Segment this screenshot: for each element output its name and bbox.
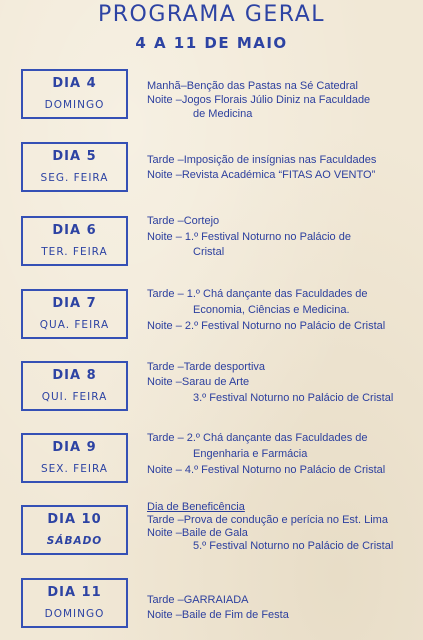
day-box-5	[21, 142, 128, 192]
schedule-line: Dia de Beneficência	[147, 501, 245, 513]
day-box-11	[21, 578, 128, 628]
schedule-line: Tarde –Prova de condução e perícia no Est. Lima	[147, 514, 388, 526]
day-number: DIA 7	[52, 296, 97, 311]
schedule-line: Engenharia e Farmácia	[193, 448, 308, 460]
weekday-label: SEX. FEIRA	[41, 463, 108, 475]
day-box-10	[21, 505, 128, 555]
schedule-line: Noite –Jogos Florais Júlio Diniz na Faculdade	[147, 94, 371, 106]
day-number: DIA 8	[52, 368, 97, 383]
schedule-line: 5.º Festival Noturno no Palácio de Cristal	[193, 540, 394, 552]
schedule-line: Tarde –GARRAIADA	[147, 594, 249, 606]
day-box-9	[21, 433, 128, 483]
day-number: DIA 11	[47, 585, 102, 600]
schedule-line: Noite – 1.º Festival Noturno no Palácio de	[147, 231, 351, 243]
day-number: DIA 5	[52, 149, 97, 164]
weekday-label: QUA. FEIRA	[39, 319, 110, 331]
schedule-line: Noite – 2.º Festival Noturno no Palácio de Cristal	[147, 320, 386, 332]
schedule-line: Tarde –Imposição de insígnias nas Faculdades	[147, 154, 377, 166]
weekday-label: DOMINGO	[44, 99, 105, 111]
weekday-label: TER. FEIRA	[41, 246, 108, 258]
day-number: DIA 4	[52, 76, 97, 91]
weekday-label: SEG. FEIRA	[40, 172, 109, 184]
schedule-line: Manhã–Benção das Pastas na Sé Catedral	[147, 80, 358, 92]
schedule-line: Tarde – 2.º Chá dançante das Faculdades de	[147, 432, 368, 444]
schedule-line: Noite –Baile de Gala	[147, 527, 248, 539]
schedule-line: Tarde –Cortejo	[147, 215, 220, 227]
day-box-6	[21, 216, 128, 266]
day-number: DIA 6	[52, 223, 97, 238]
page-subtitle: 4 A 11 DE MAIO	[135, 34, 288, 52]
schedule-line: 3.º Festival Noturno no Palácio de Cristal	[193, 392, 394, 404]
day-number: DIA 10	[47, 512, 102, 527]
day-box-7	[21, 289, 128, 339]
schedule-line: de Medicina	[193, 108, 253, 120]
page-title: PROGRAMA GERAL	[97, 2, 326, 27]
schedule-line: Tarde –Tarde desportiva	[147, 361, 266, 373]
weekday-label: DOMINGO	[44, 608, 105, 620]
day-number: DIA 9	[52, 440, 97, 455]
weekday-label: SÁBADO	[46, 535, 103, 547]
schedule-line: Noite – 4.º Festival Noturno no Palácio de Cristal	[147, 464, 386, 476]
day-box-8	[21, 361, 128, 411]
day-box-4	[21, 69, 128, 119]
schedule-line: Cristal	[193, 246, 225, 258]
weekday-label: QUI. FEIRA	[41, 391, 108, 403]
schedule-line: Noite –Baile de Fim de Festa	[147, 609, 289, 621]
schedule-line: Noite –Sarau de Arte	[147, 376, 250, 388]
schedule-line: Tarde – 1.º Chá dançante das Faculdades de	[147, 288, 368, 300]
schedule-line: Economia, Ciências e Medicina.	[193, 304, 350, 316]
schedule-line: Noite –Revista Académica “FITAS AO VENTO”	[147, 169, 376, 181]
